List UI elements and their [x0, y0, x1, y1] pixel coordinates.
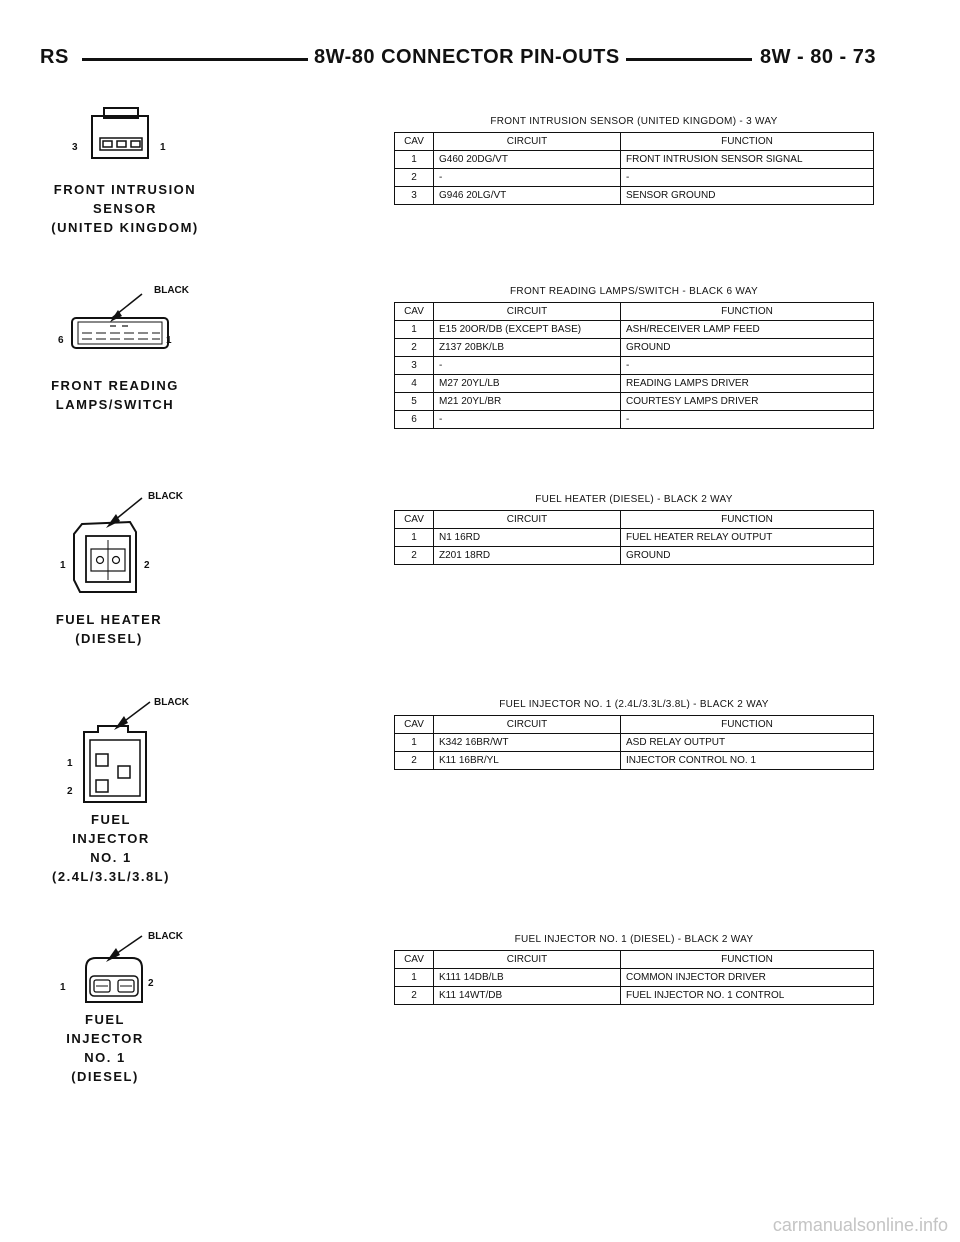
col-circuit: CIRCUIT [434, 303, 621, 321]
page-header [40, 44, 876, 74]
connector-caption: FRONT READING LAMPS/SWITCH [51, 378, 179, 412]
pinout-table [394, 510, 874, 565]
col-circuit: CIRCUIT [434, 716, 621, 734]
table-title: FRONT INTRUSION SENSOR (UNITED KINGDOM) - 3 WAY [490, 116, 778, 127]
col-circuit: CIRCUIT [434, 511, 621, 529]
pin-label-bottom: 2 [67, 786, 73, 797]
table-row: 3 - - [395, 357, 874, 375]
col-cav: CAV [395, 303, 434, 321]
col-cav: CAV [395, 133, 434, 151]
table-row: 1 K342 16BR/WT ASD RELAY OUTPUT [395, 734, 874, 752]
table-row: 4 M27 20YL/LB READING LAMPS DRIVER [395, 375, 874, 393]
pin-label-right: 2 [148, 978, 154, 989]
table-row: 1 N1 16RD FUEL HEATER RELAY OUTPUT [395, 529, 874, 547]
table-header-row [395, 303, 874, 321]
table-header-row [395, 951, 874, 969]
table-header-row [395, 716, 874, 734]
header-page-number: 8W - 80 - 73 [752, 46, 876, 69]
pin-label-top: 1 [67, 758, 73, 769]
color-label: BLACK [148, 491, 183, 502]
pinout-table [394, 132, 874, 205]
table-row: 6 - - [395, 411, 874, 429]
watermark: carmanualsonline.info [772, 1215, 948, 1235]
header-section-code: RS [40, 46, 69, 68]
header-title: 8W-80 CONNECTOR PIN-OUTS [308, 46, 626, 69]
col-cav: CAV [395, 716, 434, 734]
col-function: FUNCTION [621, 951, 874, 969]
table-title: FRONT READING LAMPS/SWITCH - BLACK 6 WAY [510, 286, 758, 297]
table-header-row [395, 511, 874, 529]
connector-fuel-injector-diagram [70, 698, 180, 808]
table-row: 2 Z137 20BK/LB GROUND [395, 339, 874, 357]
table-row: 2 K11 14WT/DB FUEL INJECTOR NO. 1 CONTROL [395, 987, 874, 1005]
table-row: 3 G946 20LG/VT SENSOR GROUND [395, 187, 874, 205]
pin-label-right: 2 [144, 560, 150, 571]
table-title: FUEL INJECTOR NO. 1 (2.4L/3.3L/3.8L) - BLACK 2 WAY [499, 699, 769, 710]
table-row: 1 K111 14DB/LB COMMON INJECTOR DRIVER [395, 969, 874, 987]
col-function: FUNCTION [621, 511, 874, 529]
connector-6way-diagram [60, 288, 180, 368]
connector-3way-diagram [70, 104, 170, 164]
table-row: 1 E15 20OR/DB (EXCEPT BASE) ASH/RECEIVER LAMP FEED [395, 321, 874, 339]
table-title: FUEL INJECTOR NO. 1 (DIESEL) - BLACK 2 WAY [514, 934, 754, 945]
col-function: FUNCTION [621, 303, 874, 321]
pin-label-left: 6 [58, 335, 64, 346]
color-label: BLACK [148, 931, 183, 942]
connector-caption: FUEL INJECTOR NO. 1 (DIESEL) [66, 1012, 144, 1084]
table-header-row [395, 133, 874, 151]
pin-label-right: 1 [166, 335, 172, 346]
pin-label-left: 1 [60, 982, 66, 993]
connector-caption: FRONT INTRUSION SENSOR (UNITED KINGDOM) [51, 182, 199, 235]
table-row: 2 - - [395, 169, 874, 187]
pinout-table [394, 715, 874, 770]
pin-label-left: 1 [60, 560, 66, 571]
table-row: 2 K11 16BR/YL INJECTOR CONTROL NO. 1 [395, 752, 874, 770]
col-circuit: CIRCUIT [434, 951, 621, 969]
col-function: FUNCTION [621, 133, 874, 151]
table-row: 1 G460 20DG/VT FRONT INTRUSION SENSOR SIGNAL [395, 151, 874, 169]
table-row: 5 M21 20YL/BR COURTESY LAMPS DRIVER [395, 393, 874, 411]
connector-caption: FUEL HEATER (DIESEL) [55, 612, 163, 646]
pin-label-left: 3 [72, 142, 78, 153]
table-row: 2 Z201 18RD GROUND [395, 547, 874, 565]
pin-label-right: 1 [160, 142, 166, 153]
col-function: FUNCTION [621, 716, 874, 734]
connector-caption: FUEL INJECTOR NO. 1 (2.4L/3.3L/3.8L) [52, 812, 170, 884]
color-label: BLACK [154, 697, 189, 708]
header-rule-left [82, 58, 338, 61]
connector-injector-diesel-diagram [66, 932, 176, 1012]
table-title: FUEL HEATER (DIESEL) - BLACK 2 WAY [535, 494, 733, 505]
col-cav: CAV [395, 951, 434, 969]
col-circuit: CIRCUIT [434, 133, 621, 151]
col-cav: CAV [395, 511, 434, 529]
pinout-table [394, 950, 874, 1005]
color-label: BLACK [154, 285, 189, 296]
connector-fuel-heater-diagram [60, 494, 180, 604]
pinout-table [394, 302, 874, 429]
